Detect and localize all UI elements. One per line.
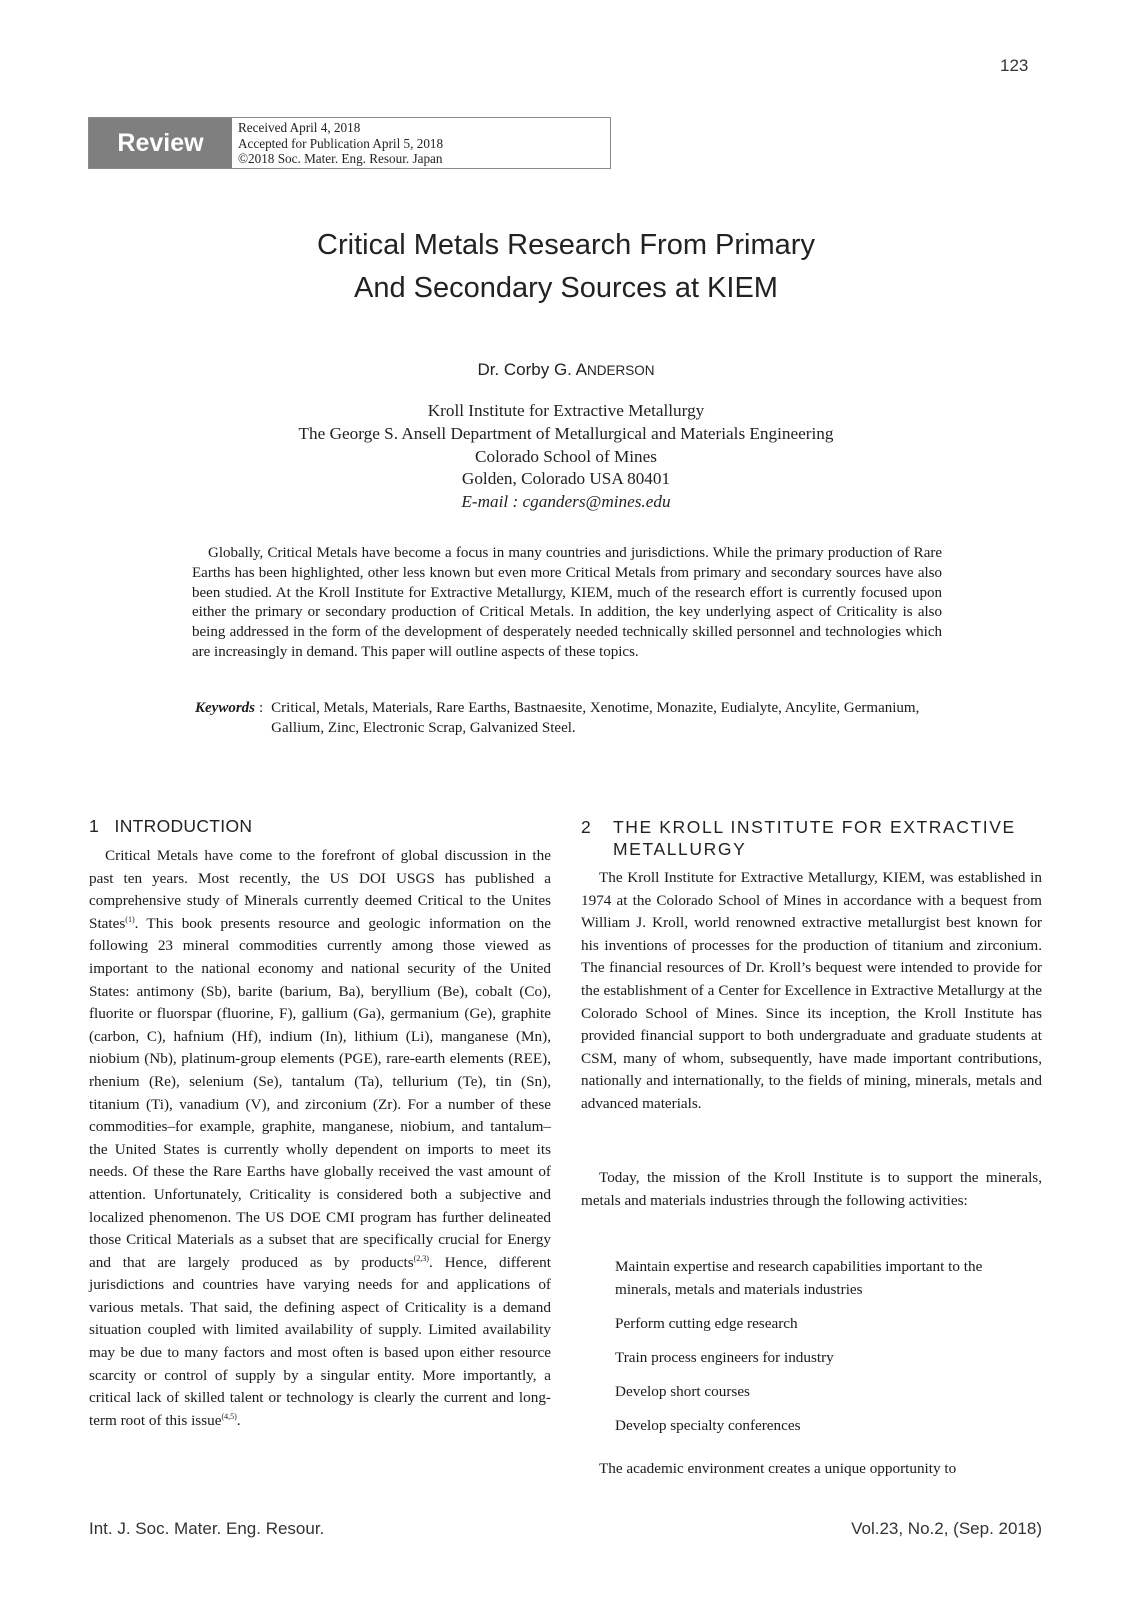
- section-2-number: 2: [581, 817, 592, 837]
- academic-environment-paragraph: The academic environment creates a unique opportunity to: [599, 1460, 957, 1477]
- keywords: [195, 698, 945, 738]
- section-1-heading: [89, 816, 252, 837]
- keywords-list: Critical, Metals, Materials, Rare Earths, Bastnaesite, Xenotime, Monazite, Eudialyte, Ancylite, Germanium, Gallium, Zinc, Electronic Scrap, Galvanized Steel.: [271, 700, 920, 736]
- footer-volume: Vol.23, No.2, (Sep. 2018): [851, 1519, 1042, 1538]
- kroll-mission-paragraph: Today, the mission of the Kroll Institute is to support the minerals, metals and materials industries through the following activities:: [581, 1169, 1042, 1209]
- affiliation-block: [200, 400, 932, 514]
- title-line-1: Critical Metals Research From Primary: [317, 229, 815, 261]
- author-surname-smallcaps: NDERSON: [587, 363, 655, 378]
- list-item: Maintain expertise and research capabilities important to the minerals, metals and materials industries: [615, 1258, 983, 1298]
- introduction-paragraph: [89, 845, 551, 1432]
- keywords-label: Keywords: [195, 700, 255, 716]
- affiliation-line-1: Kroll Institute for Extractive Metallurgy: [427, 401, 705, 420]
- section-2-title: THE KROLL INSTITUTE FOR EXTRACTIVE METALLURGY: [613, 817, 1016, 859]
- keywords-separator: :: [259, 700, 264, 716]
- review-badge: Review: [89, 118, 232, 168]
- accepted-date: Accepted for Publication April 5, 2018: [238, 135, 444, 151]
- section-2-heading: [581, 816, 1051, 860]
- activities-list: [615, 1256, 1042, 1449]
- page-number: 123: [1000, 56, 1029, 75]
- intro-text-3: . Hence, different jurisdictions and countries have varying needs for and applications of various metals. That said, the defining aspect of Criticality is a demand situation coupled with limited availability of supply. Limited availability may be due to many factors and most often is based upon either resource scarcity or control of supply by a singular entity. More importantly, a critical lack of skilled talent or technology is clearly the current and long-term root of this issue: [89, 1253, 551, 1429]
- publication-info: [232, 118, 443, 168]
- article-type-box: [88, 117, 611, 169]
- footer-journal: Int. J. Soc. Mater. Eng. Resour.: [89, 1519, 325, 1538]
- section-1-number: 1: [89, 816, 100, 836]
- received-date: Received April 4, 2018: [238, 120, 361, 135]
- copyright-line: ©2018 Soc. Mater. Eng. Resour. Japan: [238, 151, 443, 166]
- list-item: Develop short courses: [615, 1382, 750, 1400]
- citation-ref-1: (1): [125, 914, 135, 924]
- citation-ref-3: (4,5): [221, 1411, 237, 1421]
- intro-text-1: Critical Metals have come to the forefront of global discussion in the past ten years. Most recently, the US DOI USGS has published a comprehensive study of Minerals currently deemed Critical to the Unites States: [89, 847, 551, 932]
- affiliation-line-3: Colorado School of Mines: [475, 446, 657, 466]
- section-1-title: INTRODUCTION: [114, 816, 253, 836]
- title-line-2: And Secondary Sources at KIEM: [354, 272, 778, 304]
- intro-text-2: . This book presents resource and geologic information on the following 23 mineral commodities currently among those viewed as important to the national economy and national security of the United States: antimony (Sb), barite (barium, Ba), beryllium (Be), cobalt (Co), fluorite or fluorspar (fluorine, F), gallium (Ga), germanium (Ge), graphite (carbon, C), hafnium (Hf), indium (In), lithium (Li), manganese (Mn), niobium (Nb), platinum-group elements (PGE), rare-earth elements (REE), rhenium (Re), selenium (Se), tantalum (Ta), tellurium (Te), tin (Sn), titanium (Ti), vanadium (V), and zirconium (Zr). For a number of these commodities–for example, graphite, manganese, niobium, and tantalum–the United States is currently wholly dependent on imports to meet its needs. Of these the Rare Earths have globally received the vast amount of attention. Unfortunately, Criticality is considered both a subjective and localized phenomenon. The US DOE CMI program has further delineated those Critical Materials as a subset that are specifically crucial for Energy and that are largely produced as by products: [89, 914, 551, 1271]
- citation-ref-2: (2,3): [413, 1253, 429, 1263]
- list-item: Train process engineers for industry: [615, 1348, 834, 1366]
- paper-title: [200, 224, 932, 310]
- author-prefix: Dr. Corby G. A: [477, 360, 588, 379]
- affiliation-line-4: Golden, Colorado USA 80401: [461, 469, 671, 489]
- intro-text-4: .: [236, 1411, 241, 1429]
- kroll-history-paragraph: The Kroll Institute for Extractive Metallurgy, KIEM, was established in 1974 at the Colorado School of Mines in accordance with a bequest from William J. Kroll, world renowned extractive metallurgist best known for his inventions of processes for the production of titanium and zirconium. The financial resources of Dr. Kroll’s bequest were intended to provide for the establishment of a Center for Excellence in Extractive Metallurgy at the Colorado School of Mines. Since its inception, the Kroll Institute has provided financial support to both undergraduate and graduate students at CSM, many of whom, subsequently, have made important contributions, nationally and internationally, to the fields of mining, minerals, metals and advanced materials.: [581, 869, 1042, 1112]
- affiliation-line-2: The George S. Ansell Department of Metallurgical and Materials Engineering: [298, 423, 834, 443]
- author-name: [200, 360, 932, 380]
- abstract: Globally, Critical Metals have become a focus in many countries and jurisdictions. While the primary production of Rare Earths has been highlighted, other less known but even more Critical Metals from primary and secondary sources have also been studied. At the Kroll Institute for Extractive Metallurgy, KIEM, much of the research effort is currently focused upon either the primary or secondary production of Critical Metals. In addition, the key underlying aspect of Criticality is also being addressed in the form of the development of desperately needed technically skilled personnel and technologies which are increasingly in demand. This paper will outline aspects of these topics.: [192, 545, 942, 660]
- list-item: Perform cutting edge research: [615, 1314, 798, 1332]
- list-item: Develop specialty conferences: [615, 1416, 801, 1434]
- author-email: E-mail : cganders@mines.edu: [461, 492, 671, 512]
